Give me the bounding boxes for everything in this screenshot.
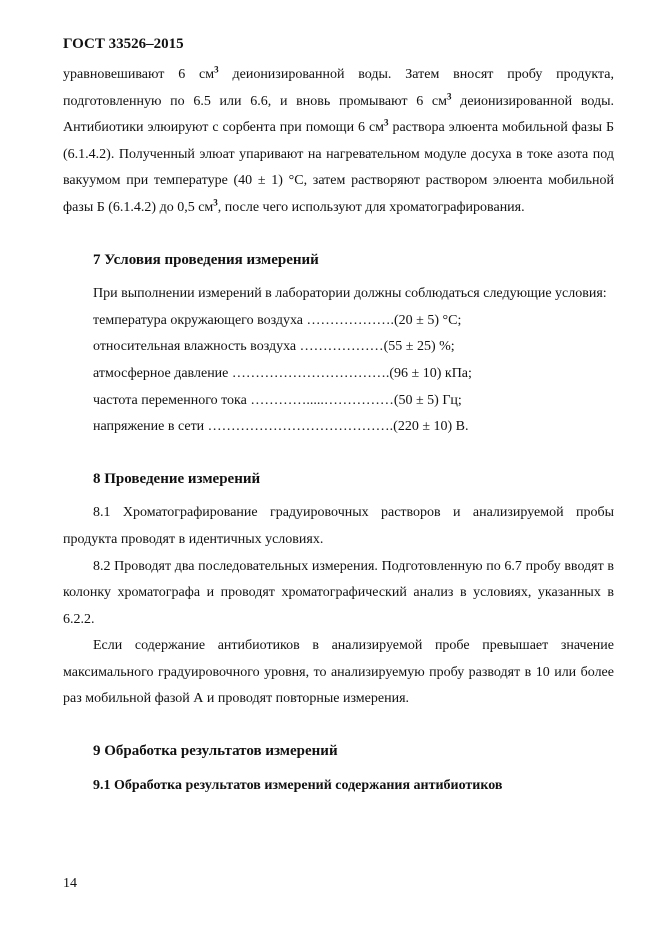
condition-item: частота переменного тока ………….....……………(50 ± 5) Гц; bbox=[93, 392, 462, 408]
section-9-heading: 9 Обработка результатов измерений bbox=[93, 743, 338, 760]
section-8-paragraph-3: Если содержание антибиотиков в анализируемой пробе превышает значение максимального градуировочного уровня, то анализируемую пробу разводят в 10 или более раз мобильной фазой А и проводят повторные измерения. bbox=[63, 638, 614, 707]
page-number: 14 bbox=[63, 876, 77, 891]
section-8-paragraph-1: 8.1 Хроматографирование градуировочных растворов и анализируемой пробы продукта проводят в идентичных условиях. bbox=[63, 505, 614, 547]
intro-text-1: уравновешивают 6 см bbox=[63, 67, 215, 82]
condition-item: напряжение в сети ………………………………….(220 ± 10) В. bbox=[93, 419, 469, 435]
superscript: 3 bbox=[214, 64, 219, 75]
section-7-lead: При выполнении измерений в лаборатории должны соблюдаться следующие условия: bbox=[93, 286, 607, 302]
section-7-heading: 7 Условия проведения измерений bbox=[93, 251, 319, 268]
page-body bbox=[63, 62, 614, 799]
condition-item: относительная влажность воздуха ………………(55 ± 25) %; bbox=[93, 339, 455, 355]
superscript: 3 bbox=[213, 197, 218, 208]
condition-item: атмосферное давление …………………………….(96 ± 10) кПа; bbox=[93, 365, 472, 381]
intro-text-4: раствора элюента мобильной фазы Б (6.1.4.2). Полученный элюат упаривают на нагревательном модуле досуха в токе азота под вакуумом при температуре (40 ± 1) °С, затем растворяют раствором элюента мобильной фазы Б (6.1.4.2) до 0,5 см bbox=[63, 120, 614, 215]
conditions-list bbox=[63, 308, 614, 441]
section-9-subheading: 9.1 Обработка результатов измерений содержания антибиотиков bbox=[93, 777, 503, 793]
superscript: 3 bbox=[446, 90, 452, 101]
intro-text-2: деионизированной воды. Затем вносят пробу продукта, подготовленную по 6.5 или 6.6, и вновь промывают 6 см bbox=[63, 67, 615, 109]
superscript: 3 bbox=[384, 117, 389, 128]
intro-text-5: , после чего используют для хроматографирования. bbox=[217, 199, 525, 215]
section-8-paragraph-2: 8.2 Проводят два последовательных измерения. Подготовленную по 6.7 пробу вводят в колонку хроматографа и проводят хроматографический анализ в условиях, указанных в 6.2.2. bbox=[63, 558, 614, 627]
document-header: ГОСТ 33526–2015 bbox=[63, 36, 184, 52]
intro-text-3: деионизированной воды. Антибиотики элюируют с сорбента при помощи 6 см bbox=[63, 93, 615, 136]
intro-paragraph bbox=[63, 62, 614, 222]
condition-item: температура окружающего воздуха ……………….(20 ± 5) °С; bbox=[93, 312, 462, 328]
section-8-heading: 8 Проведение измерений bbox=[93, 470, 261, 487]
